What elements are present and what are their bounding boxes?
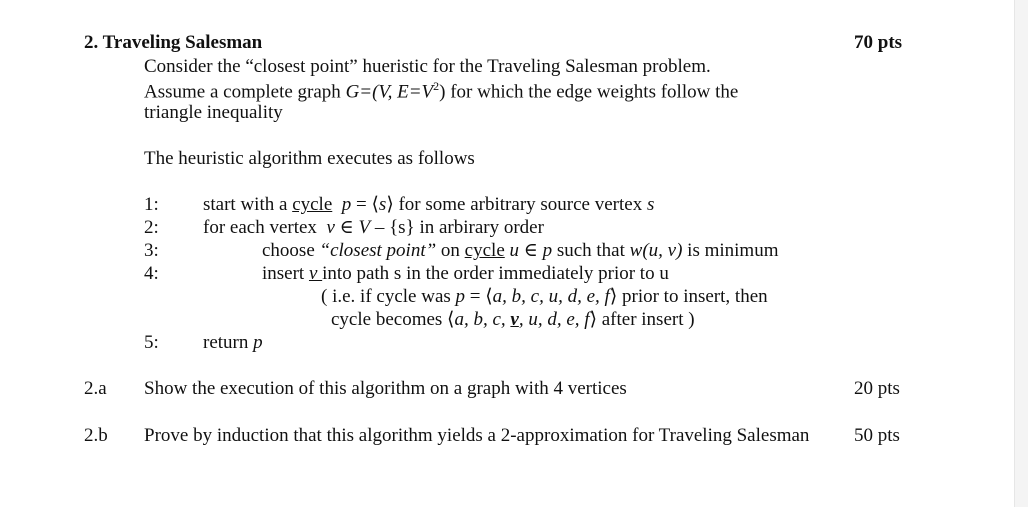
graph-notation: G=(V, E=V (345, 81, 434, 103)
step-number: 1: (144, 194, 159, 215)
problem-points: 70 pts (854, 32, 903, 53)
problem-title: 2. Traveling Salesman (84, 32, 263, 53)
vertical-scrollbar[interactable] (1014, 0, 1028, 507)
algorithm-step-2: for each vertex v ∈ V – {s} in arbirary order (203, 217, 544, 238)
intro-line-3: triangle inequality (144, 102, 283, 123)
part-label: 2.a (84, 378, 107, 399)
step-number: 5: (144, 332, 159, 353)
part-label: 2.b (84, 425, 108, 446)
heuristic-intro: The heuristic algorithm executes as follows (144, 148, 475, 169)
algorithm-step-4: insert v into path s in the order immediately prior to u (262, 263, 669, 284)
algorithm-note-1: ( i.e. if cycle was p = ⟨a, b, c, u, d, e, f⟩ prior to insert, then (321, 286, 768, 307)
algorithm-note-2: cycle becomes ⟨a, b, c, v, u, d, e, f⟩ after insert ) (331, 309, 695, 330)
part-text: Show the execution of this algorithm on a graph with 4 vertices (144, 378, 627, 399)
intro-line-1: Consider the “closest point” hueristic for the Traveling Salesman problem. (144, 56, 711, 77)
step-number: 3: (144, 240, 159, 261)
algorithm-step-3: choose “closest point” on cycle u ∈ p such that w(u, v) is minimum (262, 240, 779, 261)
algorithm-step-5: return p (203, 332, 263, 353)
algorithm-step-1: start with a cycle p = ⟨s⟩ for some arbitrary source vertex s (203, 194, 655, 215)
step-number: 4: (144, 263, 159, 284)
part-points: 20 pts (854, 378, 900, 399)
part-points: 50 pts (854, 425, 900, 446)
step-number: 2: (144, 217, 159, 238)
part-text: Prove by induction that this algorithm yields a 2-approximation for Traveling Salesman (144, 425, 810, 446)
intro-line-2: Assume a complete graph G=(V, $E=V^2$) for which the edge weights follow the (144, 79, 739, 103)
